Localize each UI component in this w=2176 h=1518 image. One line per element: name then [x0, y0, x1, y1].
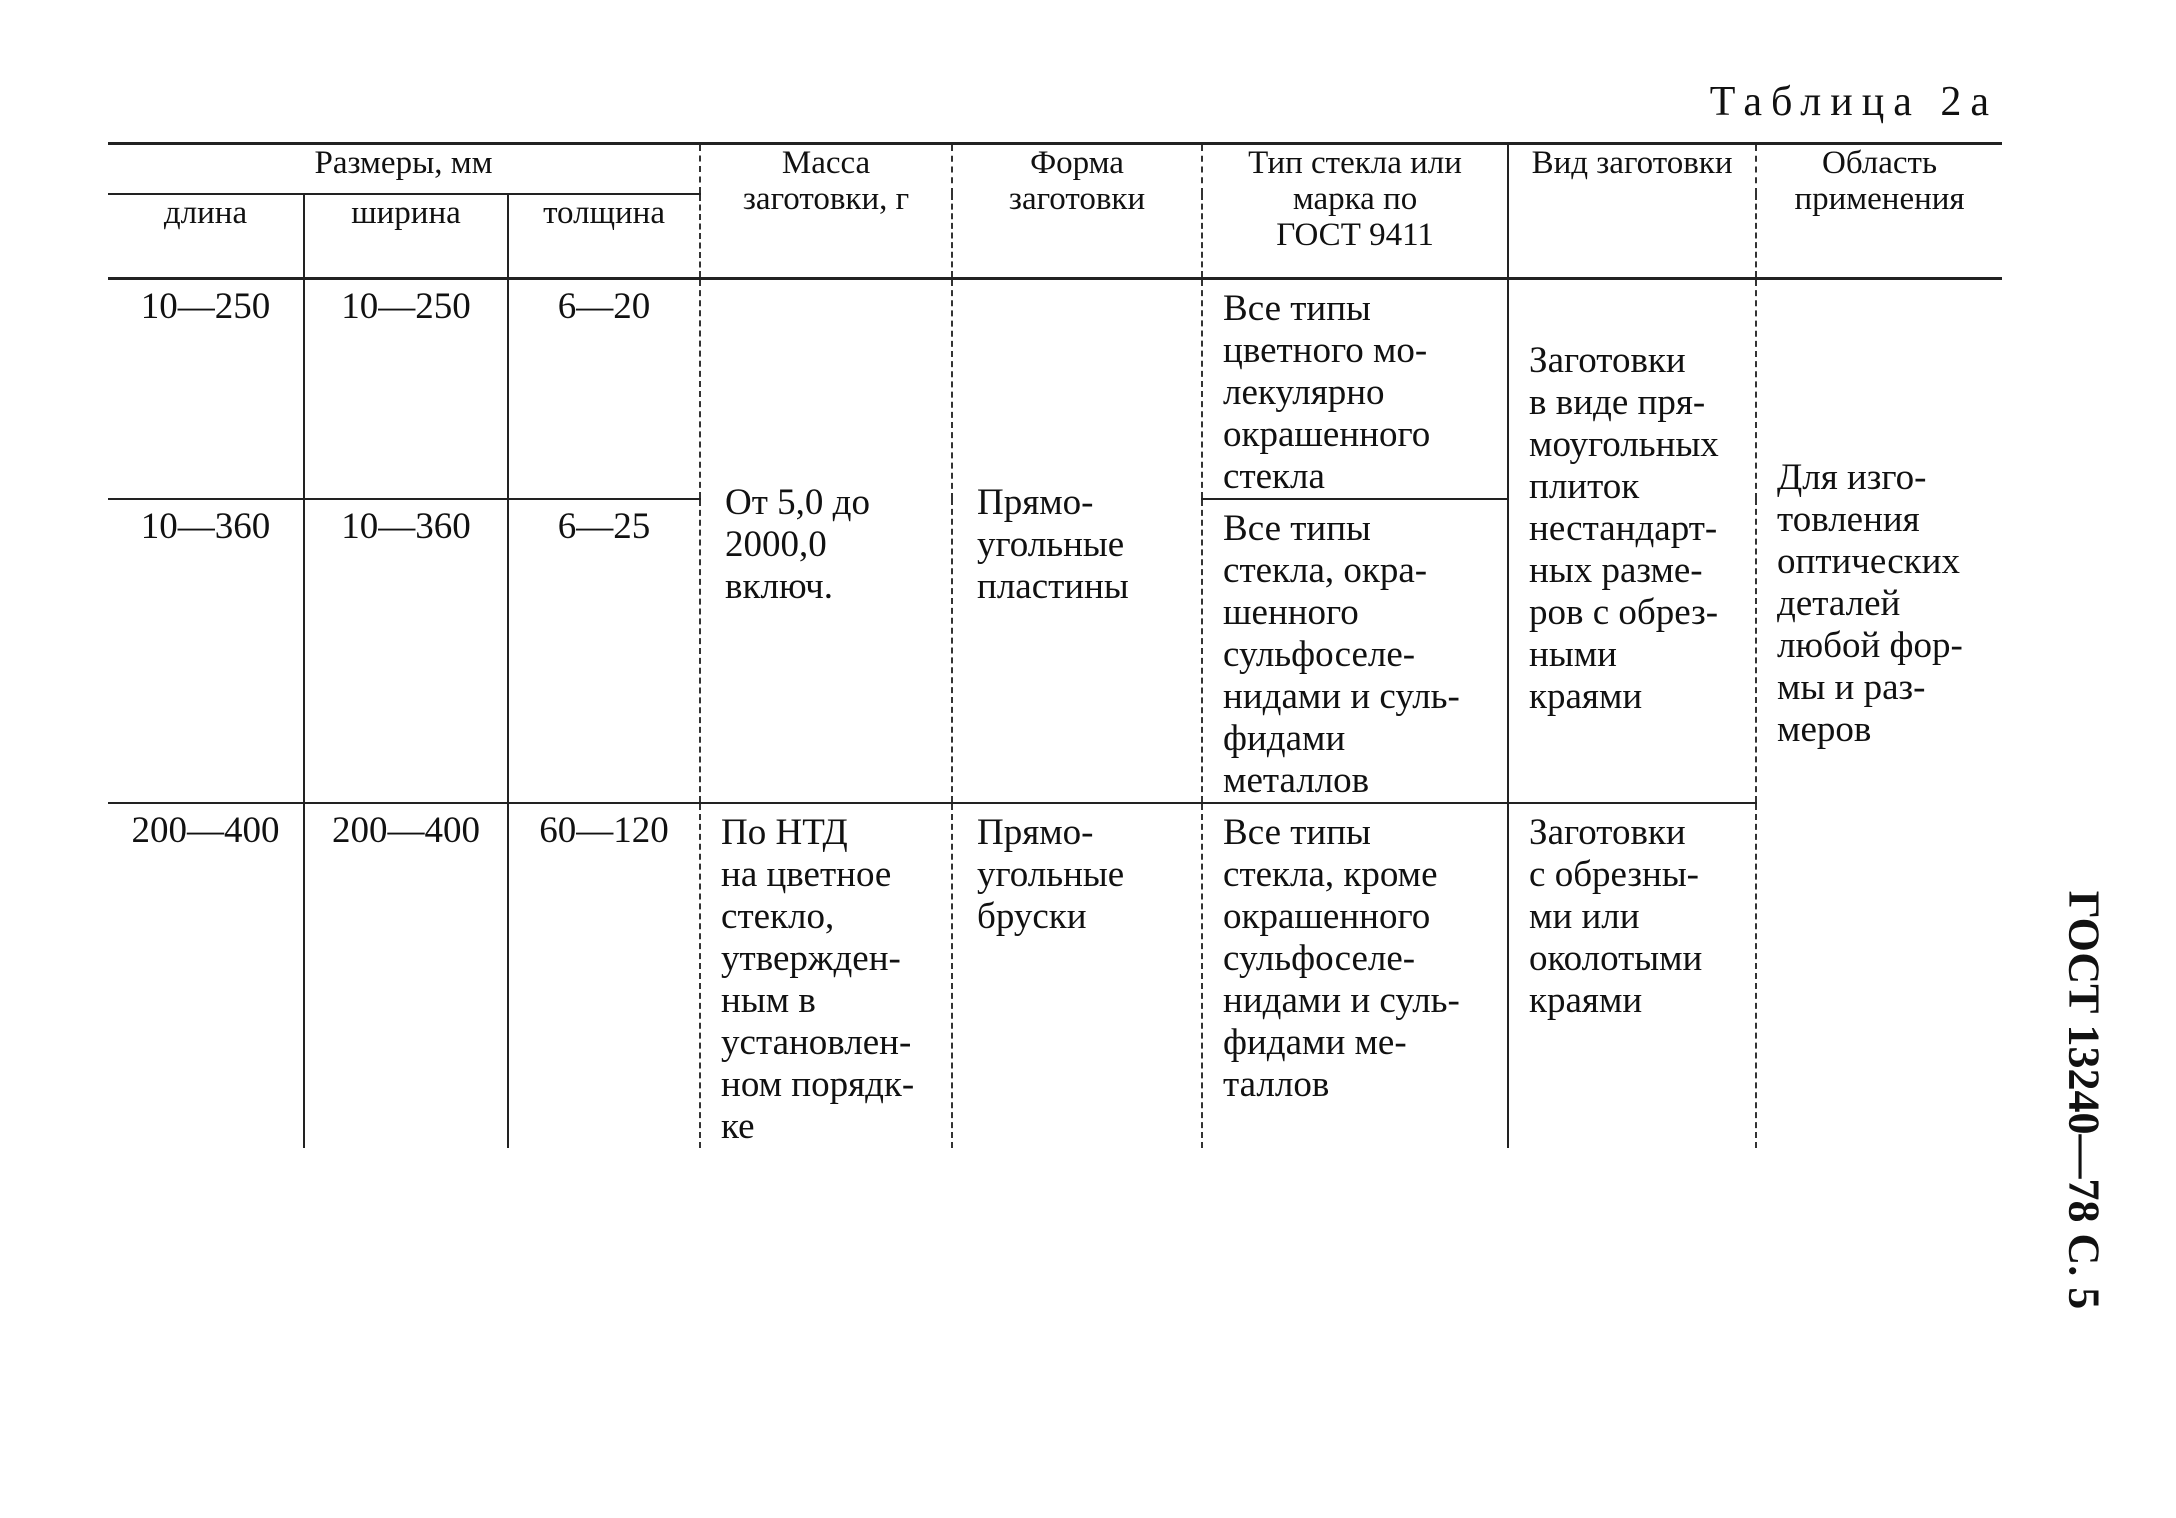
- cell-thickness: 60—120: [508, 803, 700, 1148]
- cell-mass: По НТД на цветное стекло, утвержден- ным в установлен- ном порядк- ке: [700, 803, 952, 1148]
- specification-table: [108, 142, 2002, 1148]
- cell-mass-merged: От 5,0 до 2000,0 включ.: [700, 279, 952, 804]
- header-form: Форма заготовки: [952, 144, 1202, 279]
- header-glass-type: Тип стекла или марка по ГОСТ 9411: [1202, 144, 1508, 279]
- cell-form: Прямо- угольные бруски: [952, 803, 1202, 1148]
- cell-thickness: 6—20: [508, 279, 700, 500]
- header-mass: Масса заготовки, г: [700, 144, 952, 279]
- cell-width: 10—360: [304, 499, 508, 803]
- cell-blank-type-merged: Заготовки в виде пря- моугольных плиток нестандарт- ных разме- ров с обрез- ными краями: [1508, 279, 1756, 804]
- cell-blank-type: Заготовки с обрезны- ми или околотыми краями: [1508, 803, 1756, 1148]
- table-row: [108, 803, 2002, 1148]
- page-running-header: ГОСТ 13240—78 С. 5: [2059, 890, 2109, 1310]
- cell-length: 10—360: [108, 499, 304, 803]
- table-row: [108, 279, 2002, 500]
- cell-length: 200—400: [108, 803, 304, 1148]
- table-caption: Таблица 2а: [1709, 79, 1998, 125]
- cell-width: 200—400: [304, 803, 508, 1148]
- header-length: длина: [108, 194, 304, 279]
- cell-glass-type: Все типы стекла, окра- шенного сульфоселе- нидами и суль- фидами металлов: [1202, 499, 1508, 803]
- header-application: Область применения: [1756, 144, 2002, 279]
- cell-width: 10—250: [304, 279, 508, 500]
- header-dimensions-group: Размеры, мм: [108, 144, 700, 195]
- cell-length: 10—250: [140, 286, 271, 327]
- cell-thickness: 6—25: [508, 499, 700, 803]
- cell-glass-type: Все типы стекла, кроме окрашенного сульфоселе- нидами и суль- фидами ме- таллов: [1202, 803, 1508, 1148]
- header-thickness: толщина: [508, 194, 700, 279]
- cell-application-merged: Для изго- товления оптических деталей любой фор- мы и раз- меров: [1756, 279, 2002, 1149]
- cell-form-merged: Прямо- угольные пластины: [952, 279, 1202, 804]
- cell-glass-type: Все типы цветного мо- лекулярно окрашенного стекла: [1202, 279, 1508, 500]
- header-width: ширина: [304, 194, 508, 279]
- header-blank-type: Вид заготовки: [1508, 144, 1756, 279]
